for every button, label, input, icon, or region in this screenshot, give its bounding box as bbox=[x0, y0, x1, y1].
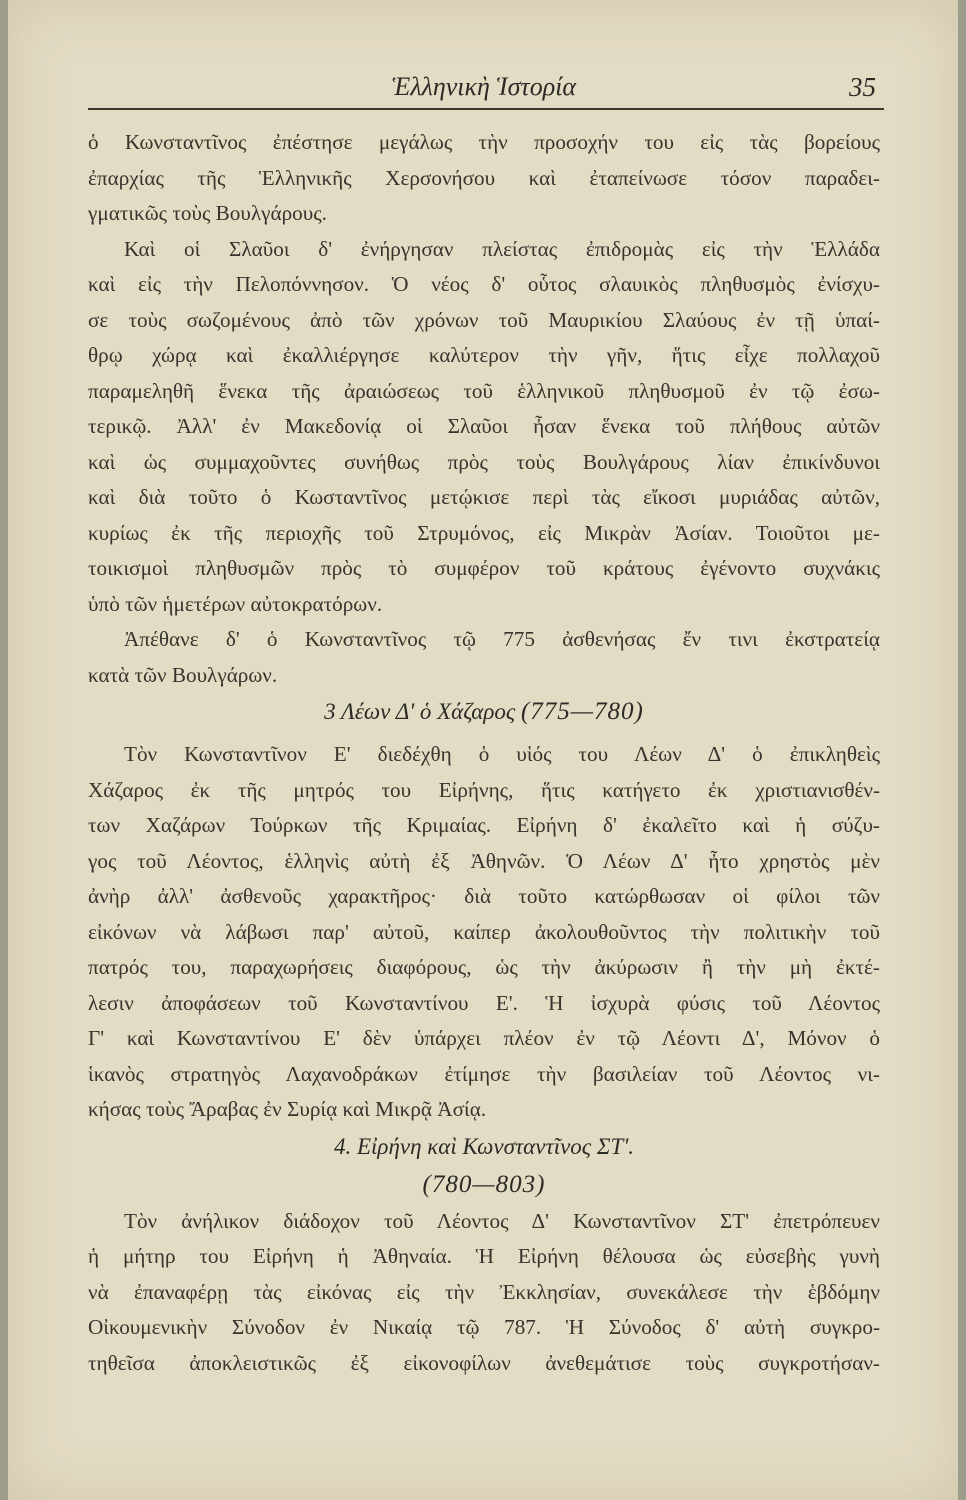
header-rule bbox=[88, 108, 884, 110]
text-line: σε τοὺς σωζομένους ἀπὸ τῶν χρόνων τοῦ Μαυρικίου Σλαύους ἐν τῇ ὑπαί- bbox=[88, 307, 880, 332]
text-line: καὶ διὰ τοῦτο ὁ Κωσταντῖνος μετῴκισε περὶ τὰς εἴκοσι μυριάδας αὐτῶν, bbox=[88, 485, 880, 509]
text-line: γος τοῦ Λέοντος, ἑλληνὶς αὐτὴ ἐξ Ἀθηνῶν. Ὁ Λέων Δ' ἦτο χρηστὸς μὲν bbox=[88, 848, 880, 873]
book-page bbox=[8, 0, 958, 1500]
text-line: Ἀπέθανε δ' ὁ Κωνσταντῖνος τῷ 775 ἀσθενήσας ἔν τινι ἐκστρατείᾳ bbox=[124, 627, 880, 651]
section-years: (780—803) bbox=[422, 1170, 546, 1198]
text-line: γματικῶς τοὺς Βουλγάρους. bbox=[88, 201, 327, 225]
running-title: Ἑλληνικὴ Ἱστορία bbox=[391, 72, 577, 101]
text-line: καὶ εἰς τὴν Πελοπόννησον. Ὁ νέος δ' οὗτος σλαυικὸς πληθυσμὸς ἐνίσχυ- bbox=[88, 272, 880, 296]
text-line: Γ' καὶ Κωνσταντίνου Ε' δὲν ὑπάρχει πλέον ἐν τῷ Λέοντι Δ', Μόνον ὁ bbox=[88, 1026, 880, 1050]
text-line: τηθεῖσα ἀποκλειστικῶς ἐξ εἰκονοφίλων ἀνεθεμάτισε τοὺς συγκροτήσαν- bbox=[88, 1350, 880, 1375]
text-line: Χάζαρος ἐκ τῆς μητρός του Εἰρήνης, ἥτις κατήγετο ἐκ χριστιανισθέν- bbox=[88, 777, 880, 802]
text-line: ἀνὴρ ἀλλ' ἀσθενοῦς χαρακτῆρος· διὰ τοῦτο κατώρθωσαν οἱ φίλοι τῶν bbox=[88, 884, 880, 908]
section-title: 3 Λέων Δ' ὁ Χάζαρος bbox=[324, 699, 516, 724]
text-line: κυρίως ἐκ τῆς περιοχῆς τοῦ Στρυμόνος, εἰς Μικρὰν Ἀσίαν. Τοιοῦτοι με- bbox=[88, 520, 880, 545]
text-line: θρῳ χώρᾳ καὶ ἐκαλλιέργησε καλύτερον τὴν γῆν, ἥτις εἶχε πολλαχοῦ bbox=[88, 343, 880, 367]
text-line: ὑπὸ τῶν ἡμετέρων αὐτοκρατόρων. bbox=[88, 591, 383, 616]
text-line: Οἰκουμενικὴν Σύνοδον ἐν Νικαίᾳ τῷ 787. Ἡ Σύνοδος δ' αὐτὴ συγκρο- bbox=[88, 1315, 880, 1339]
text-line: κατὰ τῶν Βουλγάρων. bbox=[88, 662, 278, 687]
section-heading-3 bbox=[88, 693, 880, 731]
text-line: Καὶ οἱ Σλαῦοι δ' ἐνήργησαν πλείστας ἐπιδρομὰς εἰς τὴν Ἑλλάδα bbox=[124, 236, 880, 261]
page-body bbox=[88, 125, 880, 1381]
page-header bbox=[88, 66, 880, 106]
text-line: ὁ Κωνσταντῖνος ἐπέστησε μεγάλως τὴν προσοχήν του εἰς τὰς βορείους bbox=[88, 130, 880, 154]
text-line: ἐπαρχίας τῆς Ἑλληνικῆς Χερσονήσου καὶ ἐταπείνωσε τόσον παραδει- bbox=[88, 165, 880, 190]
text-line: κήσας τοὺς Ἄραβας ἐν Συρίᾳ καὶ Μικρᾷ Ἀσίᾳ. bbox=[88, 1097, 487, 1121]
text-line: λεσιν ἀποφάσεων τοῦ Κωνσταντίνου Ε'. Ἡ ἰσχυρὰ φύσις τοῦ Λέοντος bbox=[88, 990, 880, 1015]
text-line: ἱκανὸς στρατηγὸς Λαχανοδράκων ἐτίμησε τὴν βασιλείαν τοῦ Λέοντος νι- bbox=[88, 1061, 880, 1086]
section-heading-4 bbox=[88, 1128, 880, 1166]
text-line: τοικισμοὶ πληθυσμῶν πρὸς τὸ συμφέρον τοῦ κράτους ἐγένοντο συχνάκις bbox=[88, 556, 880, 580]
text-line: ἡ μήτηρ του Εἰρήνη ἡ Ἀθηναία. Ἡ Εἰρήνη θέλουσα ὡς εὐσεβὴς γυνὴ bbox=[88, 1244, 880, 1268]
text-line: Τὸν ἀνήλικον διάδοχον τοῦ Λέοντος Δ' Κωνσταντῖνον ΣΤ' ἐπετρόπευεν bbox=[124, 1208, 880, 1233]
text-line: καὶ ὡς συμμαχοῦντες συνήθως πρὸς τοὺς Βουλγάρους λίαν ἐπικίνδυνοι bbox=[88, 449, 880, 474]
text-line: Τὸν Κωνσταντῖνον Ε' διεδέχθη ὁ υἱός του Λέων Δ' ὁ ἐπικληθεὶς bbox=[124, 742, 880, 766]
text-line: παραμεληθῆ ἕνεκα τῆς ἀραιώσεως τοῦ ἑλληνικοῦ πληθυσμοῦ ἐν τῷ ἐσω- bbox=[88, 378, 880, 403]
text-line: πατρός του, παραχωρήσεις διαφόρους, ὡς τὴν ἀκύρωσιν ἢ τὴν μὴ ἐκτέ- bbox=[88, 955, 880, 979]
section-years: (775—780) bbox=[520, 698, 644, 725]
text-line: των Χαζάρων Τούρκων τῆς Κριμαίας. Εἰρήνη δ' ἐκαλεῖτο καὶ ἡ σύζυ- bbox=[88, 813, 880, 837]
text-line: εἰκόνων νὰ λάβωσι παρ' αὐτοῦ, καίπερ ἀκολουθοῦντος τὴν πολιτικὴν τοῦ bbox=[88, 919, 880, 944]
section-heading-4-years bbox=[88, 1166, 880, 1204]
page-number: 35 bbox=[849, 72, 876, 102]
text-line: νὰ ἐπαναφέρῃ τὰς εἰκόνας εἰς τὴν Ἐκκλησίαν, συνεκάλεσε τὴν ἑβδόμην bbox=[88, 1279, 880, 1304]
text-line: τερικῷ. Ἀλλ' ἐν Μακεδονίᾳ οἱ Σλαῦοι ἦσαν ἕνεκα τοῦ πλήθους αὐτῶν bbox=[88, 414, 880, 438]
section-title: 4. Εἰρήνη καὶ Κωνσταντῖνος ΣΤ'. bbox=[333, 1133, 635, 1159]
